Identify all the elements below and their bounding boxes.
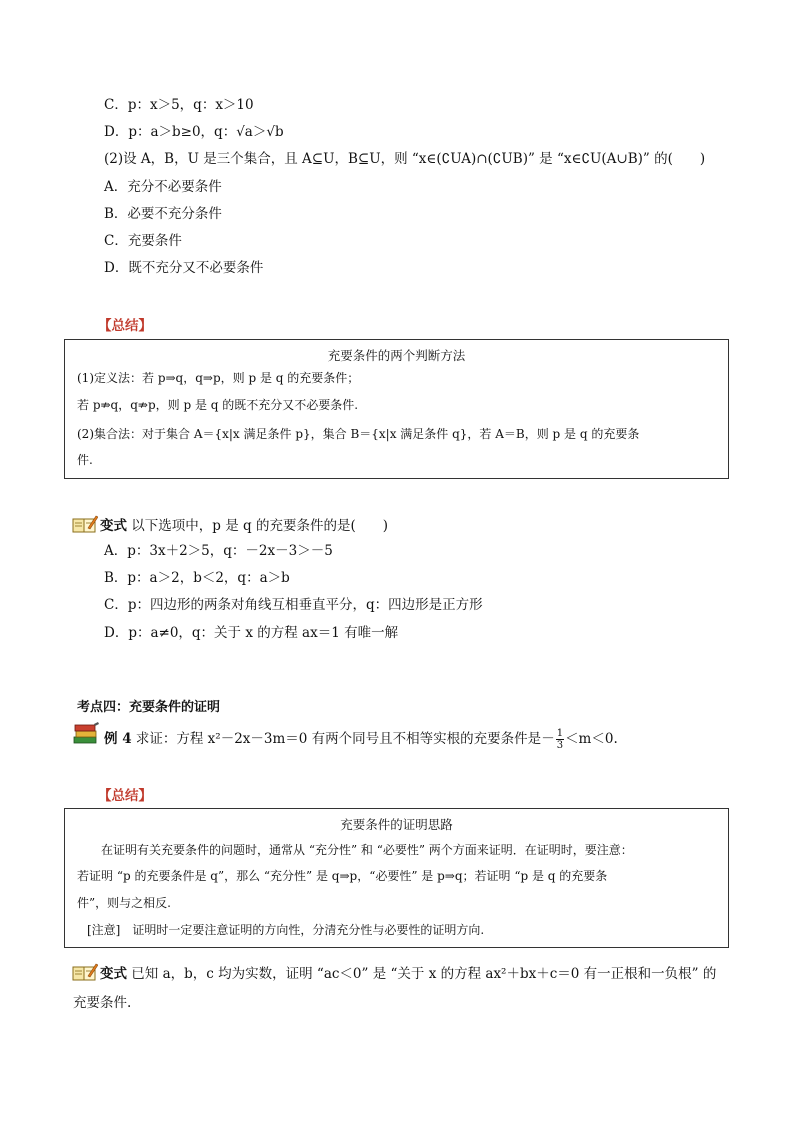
q2-option-b: B．必要不充分条件: [104, 206, 222, 222]
example-text: 求证：方程 x²－2x－3m＝0 有两个同号且不相等实根的充要条件是: [135, 731, 542, 747]
summary-line: 在证明有关充要条件的问题时，通常从 “充分性” 和 “必要性” 两个方面来证明．在证明时，要注意：: [101, 843, 633, 857]
summary-box: [64, 808, 729, 948]
summary-line: 件.: [77, 453, 93, 467]
summary-line: 若证明 “p 的充要条件是 q”，那么 “充分性” 是 q⇒p，“必要性” 是 p⇒q；若证明 “p 是 q 的充要条: [77, 869, 608, 883]
variant-label: [100, 514, 388, 534]
variant-option-b: B．p：a＞2，b＜2，q：a＞b: [104, 570, 290, 586]
summary-title: 充要条件的两个判断方法: [327, 348, 466, 363]
summary-line: [注意] 证明时一定要注意证明的方向性，分清充分性与必要性的证明方向.: [87, 923, 485, 937]
example-4: [104, 727, 618, 751]
summary-line: (1)定义法：若 p⇒q，q⇒p，则 p 是 q 的充要条件；: [77, 371, 360, 385]
summary-line: 若 p⇏q，q⇏p，则 p 是 q 的既不充分又不必要条件.: [77, 398, 359, 412]
summary-label: 【总结】: [98, 318, 152, 334]
fraction: [556, 728, 564, 751]
section-heading: 考点四：充要条件的证明: [77, 700, 221, 715]
q2-option-d: D．既不充分又不必要条件: [104, 260, 264, 276]
book-pencil-icon: [72, 514, 98, 534]
summary-line: 件”，则与之相反.: [77, 896, 171, 910]
variant-option-c: C．p：四边形的两条对角线互相垂直平分，q：四边形是正方形: [104, 597, 483, 613]
summary-title: 充要条件的证明思路: [340, 817, 453, 832]
summary-box: [64, 339, 729, 479]
variant-option-a: A．p：3x＋2＞5，q：－2x－3＞－5: [104, 543, 333, 559]
example-label: 例 4: [104, 731, 132, 747]
fraction-minus: －: [541, 731, 555, 747]
variant-option-d: D．p：a≠0，q：关于 x 的方程 ax＝1 有唯一解: [104, 625, 399, 641]
example-tail: ＜m＜0.: [565, 731, 618, 747]
summary-line: (2)集合法：对于集合 A＝{x|x 满足条件 p}，集合 B＝{x|x 满足条件 q}，若 A＝B，则 p 是 q 的充要条: [77, 427, 640, 441]
q2-option-a: A．充分不必要条件: [104, 179, 222, 195]
fraction-denominator: 3: [556, 740, 564, 751]
option-d: D．p：a＞b≥0，q：√a＞√b: [104, 124, 284, 140]
variant-label-text: 变式: [100, 966, 127, 982]
summary-label: 【总结】: [98, 788, 152, 804]
variant-label-text: 变式: [100, 518, 127, 534]
variant2-line1: [100, 962, 716, 982]
q2-option-c: C．充要条件: [104, 233, 182, 249]
variant-question: 以下选项中，p 是 q 的充要条件的是( ): [131, 518, 388, 534]
variant2-line2: 充要条件.: [73, 995, 132, 1011]
variant2-text: 已知 a，b，c 均为实数，证明 “ac＜0” 是 “关于 x 的方程 ax²＋bx＋c＝0 有一正根和一负根” 的: [131, 966, 717, 982]
option-c: C．p：x＞5，q：x＞10: [104, 97, 254, 113]
fraction-numerator: 1: [556, 728, 564, 739]
books-stack-icon: [72, 722, 100, 746]
question-2: (2)设 A，B，U 是三个集合，且 A⊆U，B⊆U，则 “x∈(∁UA)∩(∁UB)” 是 “x∈∁U(A∪B)” 的( ): [104, 151, 706, 167]
book-pencil-icon: [72, 962, 98, 982]
